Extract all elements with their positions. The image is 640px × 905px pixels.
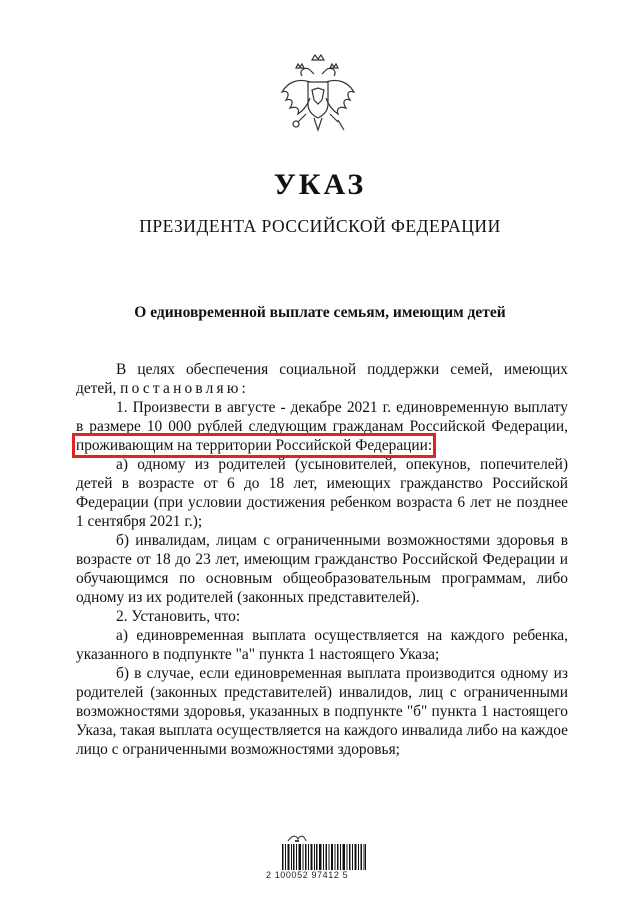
- paragraph-2: 2. Установить, что:: [116, 608, 241, 625]
- paragraph-2b: б) в случае, если единовременная выплата производится одному из родителей (законных представителей) инвалидов, лиц с ограниченными возможностями здоровья, указанных в подпункте "б" пункта 1 настоящего Указа, такая выплата осуществляется на каждого инвалида либо на каждое лицо с ограниченными возможностями здоровья;: [76, 665, 568, 758]
- document-body: [76, 360, 568, 759]
- highlighted-phrase: проживающим на территории Российской Федерации:: [76, 437, 433, 454]
- paragraph-2a: а) единовременная выплата осуществляется на каждого ребенка, указанного в подпункте "а" пункта 1 настоящего Указа;: [76, 627, 568, 663]
- paragraph-1b: б) инвалидам, лицам с ограниченными возможностями здоровья в возрасте от 18 до 23 лет, имеющим гражданство Российской Федерации и обучающимся по основным общеобразовательным программам, либо одному из их родителей (законных представителей).: [76, 532, 568, 606]
- printer-mark-icon: [286, 833, 308, 843]
- decree-title: УКАЗ: [273, 168, 367, 201]
- decree-subtitle: ПРЕЗИДЕНТА РОССИЙСКОЙ ФЕДЕРАЦИИ: [139, 216, 501, 236]
- document-heading: О единовременной выплате семьям, имеющим детей: [134, 304, 506, 321]
- paragraph-1-text: 1. Произвести в августе - декабре 2021 г. единовременную выплату в размере 10 000 рублей следующим гражданам Российской Федерации,: [76, 399, 568, 435]
- intro-colon: :: [241, 380, 246, 397]
- coat-of-arms-icon: [274, 52, 362, 140]
- barcode-number: 2 100052 97412 5: [266, 870, 349, 880]
- paragraph-1: [76, 398, 568, 455]
- paragraph-intro: [76, 360, 568, 398]
- intro-text: В целях обеспечения социальной поддержки семей, имеющих детей,: [76, 361, 568, 397]
- barcode-icon: [282, 844, 366, 870]
- intro-decree-word: постановляю: [120, 380, 242, 397]
- paragraph-1a: а) одному из родителей (усыновителей, опекунов, попечителей) детей в возрасте от 6 до 18 лет, имеющих гражданство Российской Федерации (при условии достижения ребенком возраста 6 лет не позднее 1 сентября 2021 г.);: [76, 456, 568, 530]
